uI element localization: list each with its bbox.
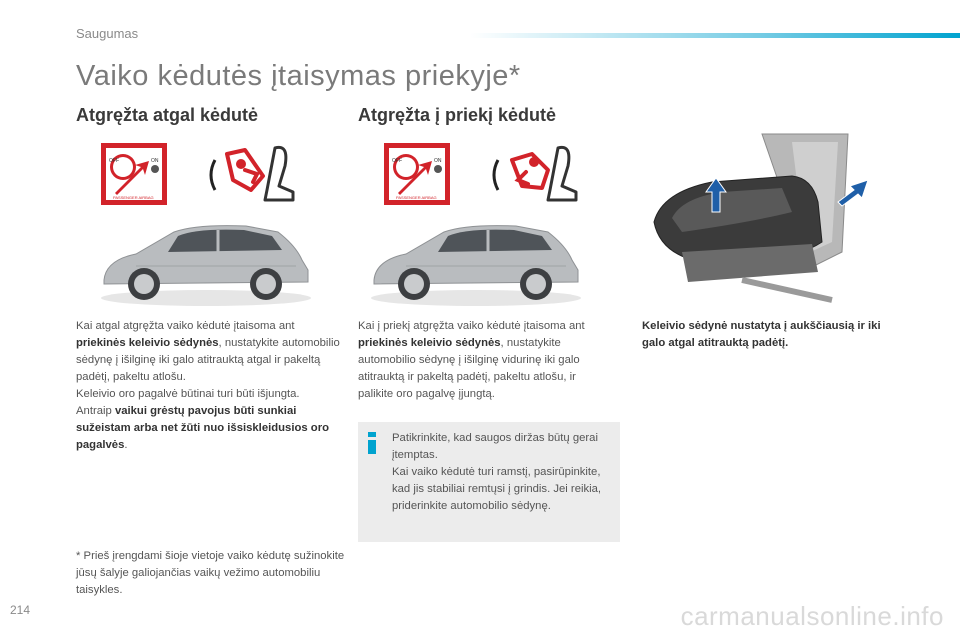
front-p1-after: , nustatykite automobilio sėdynę į išilginę vidurinę iki galo atitrauktą ir pakeltą padėtį, pakeltu atlošu, ir palikite oro pagalvę įjungtą. — [358, 337, 580, 400]
front-p1-before: Kai į priekį atgręžta vaiko kėdutė įtaisoma ant — [358, 320, 585, 332]
front-p1-bold: priekinės keleivio sėdynės — [358, 337, 501, 349]
svg-text:PASSENGER AIRBAG: PASSENGER AIRBAG — [396, 195, 437, 200]
svg-text:ON: ON — [434, 158, 442, 164]
section-label: Saugumas — [76, 26, 139, 41]
passenger-seat-image — [642, 132, 878, 304]
rear-p3-before: Antraip — [76, 405, 115, 417]
airbag-on-warning-icon — [384, 143, 450, 205]
car-side-view-image — [96, 210, 316, 310]
note-line-2: Kai vaiko kėdutė turi ramstį, pasirūpinkite, kad jis stabiliai remtųsi į grindis. Jei reikia, priderinkite automobilio sėdynę. — [392, 466, 602, 512]
airbag-off-warning-icon — [101, 143, 167, 205]
footnote — [76, 548, 346, 599]
rear-facing-heading: Atgręžta atgal kėdutė — [76, 105, 259, 125]
info-icon — [368, 432, 376, 454]
watermark: carmanualsonline.info — [680, 601, 944, 631]
rear-facing-text — [76, 318, 346, 454]
note-line-1: Patikrinkite, kad saugos diržas būtų gerai įtemptas. — [392, 432, 598, 461]
rear-p1-after: , nustatykite automobilio sėdynę į išilginę iki galo atitrauktą atgal ir pakeltą padėtį, pakeltu atlošu. — [76, 337, 340, 383]
rear-p1-before: Kai atgal atgręžta vaiko kėdutė įtaisoma ant — [76, 320, 295, 332]
note-text — [392, 430, 604, 515]
svg-text:OFF: OFF — [392, 158, 402, 164]
seat-caption: Keleivio sėdynė nustatyta į aukščiausią ir iki galo atgal atitrauktą padėtį. — [642, 320, 881, 349]
forward-facing-text — [358, 318, 608, 403]
rear-p1-bold: priekinės keleivio sėdynės — [76, 337, 219, 349]
car-side-view-image-2 — [366, 210, 586, 310]
footnote-marker: * — [76, 550, 81, 562]
rear-facing-child-seat-icon — [205, 140, 305, 210]
footnote-text: Prieš įrengdami šioje vietoje vaiko kėdutę sužinokite jūsų šalyje galiojančias vaikų vežimo automobiliu taisykles. — [76, 550, 345, 596]
forward-facing-child-seat-icon — [488, 140, 588, 210]
forward-facing-heading: Atgręžta į priekį kėdutė — [358, 105, 557, 125]
rear-p2: Keleivio oro pagalvė būtinai turi būti išjungta. — [76, 388, 300, 400]
svg-text:OFF: OFF — [109, 158, 119, 164]
page-title: Vaiko kėdutės įtaisymas priekyje* — [76, 60, 521, 92]
page-number: 214 — [10, 603, 31, 617]
svg-text:ON: ON — [151, 158, 159, 164]
rear-p3-after: . — [124, 439, 128, 451]
header-rule — [470, 33, 960, 38]
rear-p3-bold: vaikui grėstų pavojus būti sunkiai sužeistam arba net žūti nuo išsiskleidusios oro pagalvės — [76, 405, 329, 451]
svg-text:PASSENGER AIRBAG: PASSENGER AIRBAG — [113, 195, 154, 200]
